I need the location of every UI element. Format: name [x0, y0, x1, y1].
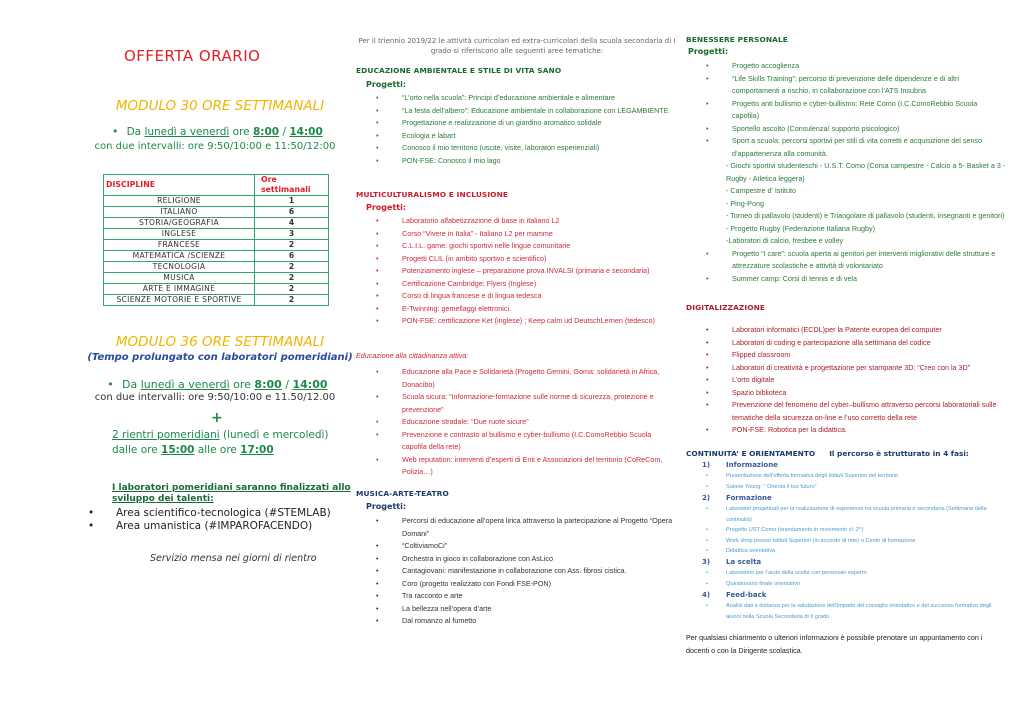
list-item: • “L’orto nella scuola”: Principi d’educazione ambientale e alimentare: [376, 92, 676, 105]
list-item: • Coro (progetto realizzato con Fondi FSE-PON): [376, 578, 676, 591]
list-item: • Laboratori informatici (ECDL)per la Patente europea del computer: [706, 324, 1006, 337]
phase-title: Formazione: [726, 494, 772, 502]
list-item: • Flipped classroom: [706, 349, 1006, 362]
progetti-label: Progetti:: [366, 80, 407, 89]
discipline-hours: 2: [255, 262, 329, 273]
final-note: Per qualsiasi chiarimento o ulteriori informazioni è possibile prenotare un appuntamento con i docenti o con la Dirigente scolastica.: [686, 633, 983, 655]
list-item: • Ecologia e labart: [376, 130, 676, 143]
list-item: • Prevenzione e contrasto al bullismo e cyber-bullismo (I.C.ComoRebbio Scuola capofila della rete): [376, 429, 676, 454]
bullet-icon: •: [112, 126, 119, 138]
continuita-subtitle: Il percorso è strutturato in 4 fasi:: [829, 449, 969, 458]
list-item: • Progetti CLIL (in ambito sportivo e scientifico): [376, 253, 676, 266]
progetti-label: Progetti:: [366, 502, 407, 511]
list-item: • Salone Young: “ Orienta il tuo futuro”: [706, 482, 1006, 493]
list-item: • Progetto UST Como (orientamento in movimento cl. 2^): [706, 525, 1006, 536]
list-item: • E-Twinning: gemellaggi elettronici.: [376, 303, 676, 316]
discipline-hours: 2: [255, 284, 329, 295]
schedule-sep: /: [281, 378, 293, 391]
discipline-hours: 2: [255, 273, 329, 284]
list-item: • Dal romanzo al fumetto: [376, 615, 676, 628]
list-item: • Progetto “I care”: scuola aperta ai genitori per interventi migliorativi delle strutture e attrezzature scolastiche e attività di volontariato: [706, 248, 1006, 273]
table-row: [104, 273, 329, 284]
list-item: • Progetto anti bullismo e cyber-bullismo: Rete Como (I.C.ComoRebbio Scuola capofila): [706, 98, 1006, 123]
section-heading-multicultura: MULTICULTURALISMO E INCLUSIONE: [356, 190, 509, 199]
section-heading-educazione: EDUCAZIONE AMBIENTALE E STILE DI VITA SANO: [356, 66, 562, 75]
list-item: • L’orto digitale: [706, 374, 1006, 387]
digitalizzazione-list: [706, 324, 1006, 437]
area-item: [88, 507, 331, 519]
list-item: • PON-FSE: Robotica per la didattica.: [706, 424, 1006, 437]
sub-list-item: -Laboratori di calcio, fresbee e volley: [726, 236, 844, 245]
section-heading-cittadinanza: Educazione alla cittadinanza attiva:: [356, 351, 469, 360]
phase-number: 1): [702, 461, 711, 469]
list-item: • Work shop presso Istituti Superiori (in accordo di rete) o Centri di formazione: [706, 536, 1006, 547]
modulo36-schedule: [55, 378, 375, 391]
discipline-name: SCIENZE MOTORIE E SPORTIVE: [104, 295, 255, 306]
list-item: • Laboratori di coding e partecipazione alla settimana del codice: [706, 337, 1006, 350]
list-item: • Percorsi di educazione all’opera lirica attraverso la partecipazione al Progetto “Opera Domani”: [376, 515, 676, 540]
bullet-icon: •: [107, 378, 114, 391]
list-item: • Sportello ascolto (Consulenza/ supporto psicologico): [706, 123, 1006, 136]
schedule-sep: /: [279, 126, 290, 138]
list-item: • Laboratori progettuali per la realizzazione di esperienze tra scuola primaria e secondaria (Settimana della continuità): [706, 504, 1006, 525]
phase-title: Informazione: [726, 461, 778, 469]
schedule-prefix: Da: [126, 126, 145, 138]
schedule-start: 8:00: [254, 378, 282, 391]
list-item: • “Life Skills Training”: percorso di prevenzione delle dipendenze e di altri comportamenti a rischio, in collaborazione con l’ATS Insubria: [706, 73, 1006, 98]
list-item: • Certificazione Cambridge: Flyers (Inglese): [376, 278, 676, 291]
list-item: • Corso “Vivere in Italia” - Italiano L2 per mamme: [376, 228, 676, 241]
list-item: • Scuola sicura: “Informazione-formazione sulle norme di sicurezza, protezione e prevenzione”: [376, 391, 676, 416]
educazione-list: [376, 92, 676, 167]
bullet-icon: •: [88, 520, 95, 532]
table-row: [104, 196, 329, 207]
page-title: OFFERTA ORARIO: [124, 47, 261, 65]
phase-number: 2): [702, 494, 711, 502]
sub-list-item: - Progetto Rugby (Federazione Italiana Rugby): [726, 223, 876, 233]
phase-1-list: [706, 471, 1006, 492]
list-item: • Prevenzione del fenomeno del cyber–bullismo attraverso percorsi laboratoriali sulle tematiche della sicurezza on-line e l’uso corretto della rete: [706, 399, 1006, 424]
list-item: • Spazio biblioteca: [706, 387, 1006, 400]
list-item: • “ColtiviamoCi”: [376, 540, 676, 553]
phase-4: [702, 591, 766, 599]
rientri-text: [112, 428, 347, 458]
list-item: • Sport a scuola: percorsi sportivi per stili di vita corretti e acquisizione del senso d’appartenenza alla comunità.: [706, 135, 1006, 160]
list-item: • Questionario finale orientativo: [706, 579, 1006, 590]
area-label: Area umanistica (#IMPAROFACENDO): [116, 520, 313, 532]
table-row: [104, 240, 329, 251]
modulo36-intervals: con due intervalli: ore 9:50/10:00 e 11.50/12.00: [94, 392, 336, 403]
list-item: • Analisi dati a distanza per la valutazione dell’impatto del consiglio orientativo e del successo formativo degli alunni nella Scuola Secondaria di II grado: [706, 601, 1006, 622]
plus-sign: +: [211, 410, 223, 426]
list-item: • Didattica orientativa: [706, 546, 1006, 557]
benessere-list: [706, 60, 1006, 285]
rientri-start: 15:00: [161, 444, 195, 456]
discipline-name: ARTE E IMMAGINE: [104, 284, 255, 295]
list-item: • Corso di lingua francese e di lingua tedesca: [376, 290, 676, 303]
schedule-days: lunedì a venerdì: [140, 378, 230, 391]
modulo36-subtitle: (Tempo prolungato con laboratori pomeridiani): [87, 352, 353, 363]
phase-title: Feed-back: [726, 591, 767, 599]
table-row: [104, 251, 329, 262]
discipline-hours: 4: [255, 218, 329, 229]
section-heading-digitalizzazione: DIGITALIZZAZIONE: [686, 303, 766, 312]
discipline-name: TECNOLOGIA: [104, 262, 255, 273]
lab-intro: I laboratori pomeridiani saranno finalizzati allo sviluppo dei talenti:: [112, 483, 351, 504]
continuita-title: CONTINUITA’ E ORIENTAMENTO: [686, 449, 816, 458]
discipline-hours: 2: [255, 240, 329, 251]
sub-list-item: - Giochi sportivi studenteschi - U.S.T. Como (Corsa campestre - Calcio a 5- Basket a 3 - Rugby - Atletica leggera): [726, 161, 1006, 183]
phase-number: 3): [702, 558, 711, 566]
sub-list-item: - Torneo di pallavolo (studenti) e Triangolare di pallavolo (studenti, insegnanti e genitori): [726, 211, 1005, 220]
list-item: • Conosco il mio territorio (uscite, visite, laboratori esperienziali): [376, 142, 676, 155]
list-item: • Presentazione dell’offerta formativa degli Istituti Superiori del territorio: [706, 471, 1006, 482]
discipline-name: MUSICA: [104, 273, 255, 284]
table-header-discipline: DISCIPLINE: [104, 175, 255, 196]
list-item: • La bellezza nell’opera d’arte: [376, 603, 676, 616]
schedule-ore: ore: [229, 126, 253, 138]
table-row: [104, 262, 329, 273]
list-item: • PON-FSE: certificazione Ket (inglese) ; Keep calm ud DeutschLernen (tedesco): [376, 315, 676, 328]
discipline-name: INGLESE: [104, 229, 255, 240]
list-item: • Laboratori di creatività e progettazione per stampante 3D: “Creo con la 3D”: [706, 362, 1006, 375]
disciplines-table: [103, 174, 329, 306]
phase-1: [702, 461, 778, 469]
phase-4-list: [706, 601, 1006, 622]
phase-number: 4): [702, 591, 711, 599]
list-item: • Educazione alla Pace e Solidarietà (Progetto Gemini, Goma: solidarietà in Africa, Donacibo): [376, 366, 676, 391]
section-heading-continuita: [686, 449, 969, 458]
list-item: • “La festa dell’albero”: Educazione ambientale in collaborazione con LEGAMBIENTE: [376, 105, 676, 118]
sub-list-item: - Ping-Pong: [726, 198, 764, 208]
rientri-count: 2 rientri pomeridiani: [112, 429, 220, 441]
multicultura-list: [376, 215, 676, 328]
bullet-icon: •: [88, 507, 95, 519]
schedule-start: 8:00: [252, 126, 280, 138]
discipline-name: RELIGIONE: [104, 196, 255, 207]
discipline-hours: 6: [255, 251, 329, 262]
discipline-name: STORIA/GEOGRAFIA: [104, 218, 255, 229]
list-item: • Laboratorio per l’aiuto della scelta con personale esperto: [706, 568, 1006, 579]
schedule-prefix: Da: [121, 378, 141, 391]
progetti-label: Progetti:: [688, 47, 729, 56]
sub-list-item: - Campestre d’ Istituto: [726, 186, 797, 195]
musica-list: [376, 515, 676, 628]
table-row: [104, 218, 329, 229]
schedule-ore: ore: [229, 378, 255, 391]
list-item: • Summer camp: Corsi di tennis e di vela: [706, 273, 1006, 286]
area-item: [88, 520, 312, 532]
phase-title: La scelta: [726, 558, 762, 566]
list-item: • Progetto accoglienza: [706, 60, 1006, 73]
list-item: • Potenziamento inglese – preparazione prova INVALSI (primaria e secondaria): [376, 265, 676, 278]
list-item: • C.L.I.L. game: giochi sportivi nelle lingue comunitarie: [376, 240, 676, 253]
rientri-mid: alle ore: [194, 444, 241, 456]
list-item: • Educazione stradale: “Due ruote sicure”: [376, 416, 676, 429]
list-item: • Tra racconto e arte: [376, 590, 676, 603]
phase-3: [702, 558, 761, 566]
area-label: Area scientifico-tecnologica (#STEMLAB): [116, 507, 331, 519]
modulo30-intervals: con due intervalli: ore 9:50/10:00 e 11:50/12:00: [94, 141, 336, 152]
discipline-hours: 1: [255, 196, 329, 207]
discipline-name: FRANCESE: [104, 240, 255, 251]
list-item: • Progettazione e realizzazione di un giardino aromatico solidale: [376, 117, 676, 130]
table-header-hours: Ore settimanali: [255, 175, 329, 196]
cittadinanza-list: [376, 366, 676, 479]
rientri-end: 17:00: [240, 444, 274, 456]
modulo36-title: MODULO 36 ORE SETTIMANALI: [115, 334, 325, 350]
section-heading-musica: MUSICA-ARTE-TEATRO: [356, 489, 449, 498]
discipline-name: ITALIANO: [104, 207, 255, 218]
discipline-hours: 6: [255, 207, 329, 218]
intro-text: Per il triennio 2019/22 le attività curricolari ed extra-curricolari della scuola secondaria di I grado si riferiscono alle seguenti aree tematiche:: [358, 37, 676, 55]
discipline-hours: 3: [255, 229, 329, 240]
phase-2-list: [706, 504, 1006, 557]
list-item: • PON-FSE: Conosco il mio lago: [376, 155, 676, 168]
list-item: • Cantagiovani: manifestazione in collaborazione con Ass. fibrosi cistica.: [376, 565, 676, 578]
discipline-hours: 2: [255, 295, 329, 306]
section-heading-benessere: BENESSERE PERSONALE: [686, 35, 788, 44]
list-item: • Laboratorio alfabetizzazione di base in italiano L2: [376, 215, 676, 228]
schedule-days: lunedì a venerdì: [144, 126, 230, 138]
list-item: • Orchestra in gioco in collaborazione con AsLico: [376, 553, 676, 566]
list-item: • Web reputation: interventi d’esperti di Enti e Associazioni del territorio (CoReCom, Polizia…): [376, 454, 676, 479]
rientri-days: (lunedì e mercoledì) dalle ore: [112, 429, 329, 456]
table-row: [104, 229, 329, 240]
modulo30-title: MODULO 30 ORE SETTIMANALI: [115, 98, 325, 114]
table-row: [104, 284, 329, 295]
modulo30-schedule: [55, 126, 375, 138]
schedule-end: 14:00: [292, 378, 328, 391]
table-row: [104, 207, 329, 218]
progetti-label: Progetti:: [366, 203, 407, 212]
table-row: [104, 295, 329, 306]
phase-2: [702, 494, 772, 502]
mensa-note: Servizio mensa nei giorni di rientro: [150, 553, 317, 564]
phase-3-list: [706, 568, 1006, 589]
discipline-name: MATEMATICA /SCIENZE: [104, 251, 255, 262]
schedule-end: 14:00: [289, 126, 323, 138]
